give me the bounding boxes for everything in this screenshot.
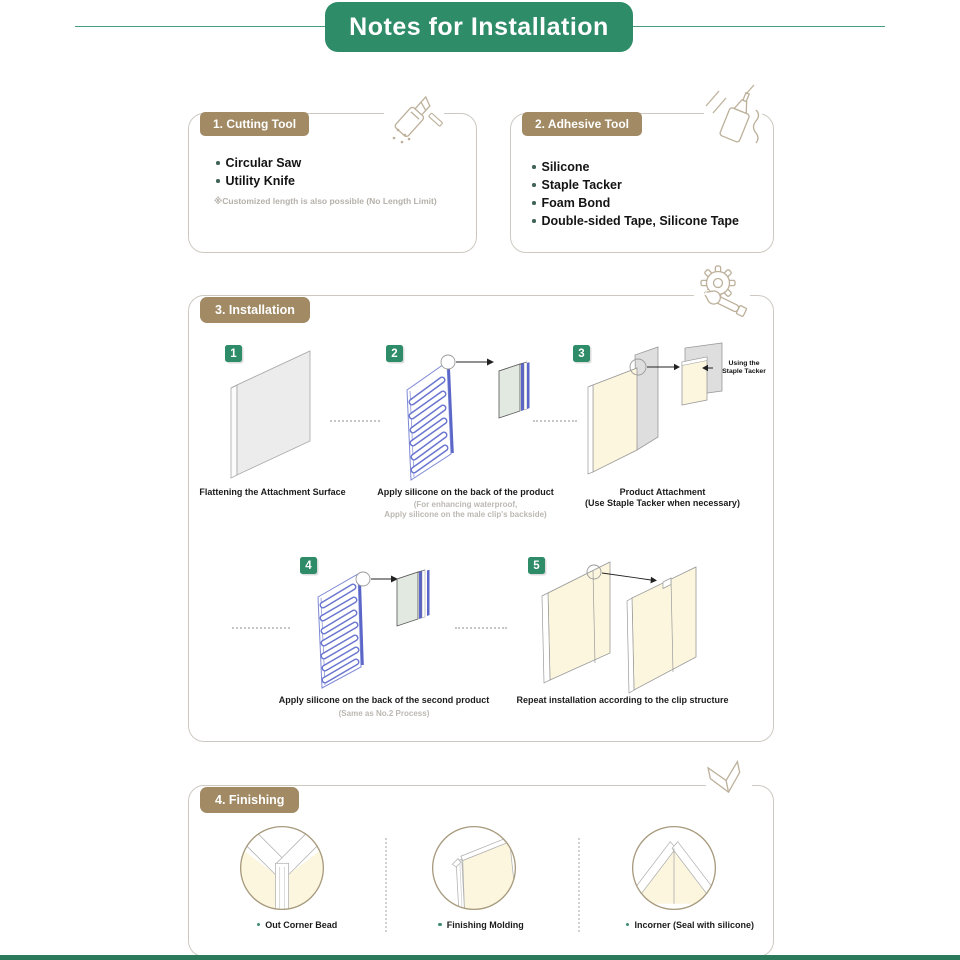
bullet-dot — [216, 179, 220, 183]
annotation-line: Staple Tacker — [722, 368, 766, 375]
corner-trim-icon — [700, 756, 758, 810]
step2-caption: Apply silicone on the back of the product — [377, 487, 554, 497]
section-label-finishing: 4. Finishing — [200, 787, 299, 813]
bullet-dot — [438, 923, 442, 927]
finishing-item-label: Incorner (Seal with silicone) — [605, 920, 775, 930]
bullet-dot — [626, 923, 630, 927]
list-item — [532, 194, 739, 212]
step4-silicone-illustration — [290, 555, 465, 700]
list-item — [216, 172, 301, 190]
annotation-line: Using the — [728, 360, 760, 367]
silicone-tube-icon — [694, 82, 770, 156]
bullet-dot — [532, 201, 536, 205]
bullet-dot — [532, 165, 536, 169]
list-item — [532, 158, 739, 176]
list-item — [532, 212, 739, 230]
bullet-dot — [532, 183, 536, 187]
cutting-tool-list — [216, 154, 301, 190]
tool-item-label: Silicone — [541, 160, 590, 174]
step-badge-3: 3 — [573, 345, 590, 362]
tool-item-label: Foam Bond — [541, 196, 611, 210]
bullet-dot — [532, 219, 536, 223]
dotted-separator — [232, 627, 290, 629]
gear-wrench-icon — [690, 262, 754, 322]
bottom-accent-bar — [0, 955, 960, 960]
tool-item-label: Double-sided Tape, Silicone Tape — [541, 214, 739, 228]
step2-silicone-illustration — [375, 350, 540, 485]
adhesive-tool-list — [532, 158, 739, 230]
step2-subcaption: Apply silicone on the male clip's backside) — [384, 510, 547, 519]
section-label-adhesive-tool: 2. Adhesive Tool — [522, 112, 642, 136]
dotted-separator-vertical — [578, 838, 580, 932]
utility-knife-icon — [378, 86, 450, 150]
finishing-molding-diagram — [427, 821, 521, 915]
step5-caption: Repeat installation according to the clip structure — [516, 695, 729, 705]
tool-item-label: Utility Knife — [225, 174, 295, 188]
step2-subcaption: (For enhancing waterproof, — [413, 500, 518, 509]
finishing-item-label: Finishing Molding — [411, 920, 551, 930]
step4-caption: Apply silicone on the back of the second product — [278, 695, 490, 705]
step5-clip-structure-illustration — [515, 555, 770, 695]
step4-subcaption: (Same as No.2 Process) — [338, 709, 430, 718]
cutting-tool-note: ※Customized length is also possible (No Length Limit) — [214, 196, 437, 206]
step-badge-5: 5 — [528, 557, 545, 574]
step3-caption-line2: (Use Staple Tacker when necessary) — [585, 498, 740, 508]
list-item — [532, 176, 739, 194]
page-title: Notes for Installation — [325, 2, 633, 52]
incorner-diagram — [627, 821, 721, 915]
bullet-dot — [216, 161, 220, 165]
step-badge-1: 1 — [225, 345, 242, 362]
list-item — [216, 154, 301, 172]
step1-caption: Flattening the Attachment Surface — [199, 487, 346, 497]
tool-item-label: Staple Tacker — [541, 178, 622, 192]
step3-caption: Product Attachment — [619, 487, 706, 497]
step3-annotation — [717, 360, 771, 376]
bullet-dot — [257, 923, 261, 927]
dotted-separator-vertical — [385, 838, 387, 932]
section-label-cutting-tool: 1. Cutting Tool — [200, 112, 309, 136]
dotted-separator — [330, 420, 380, 422]
section-label-installation: 3. Installation — [200, 297, 310, 323]
tool-item-label: Circular Saw — [225, 156, 302, 170]
step-badge-2: 2 — [386, 345, 403, 362]
finishing-item-label: Out Corner Bead — [227, 920, 367, 930]
out-corner-bead-diagram — [235, 821, 329, 915]
step-badge-4: 4 — [300, 557, 317, 574]
